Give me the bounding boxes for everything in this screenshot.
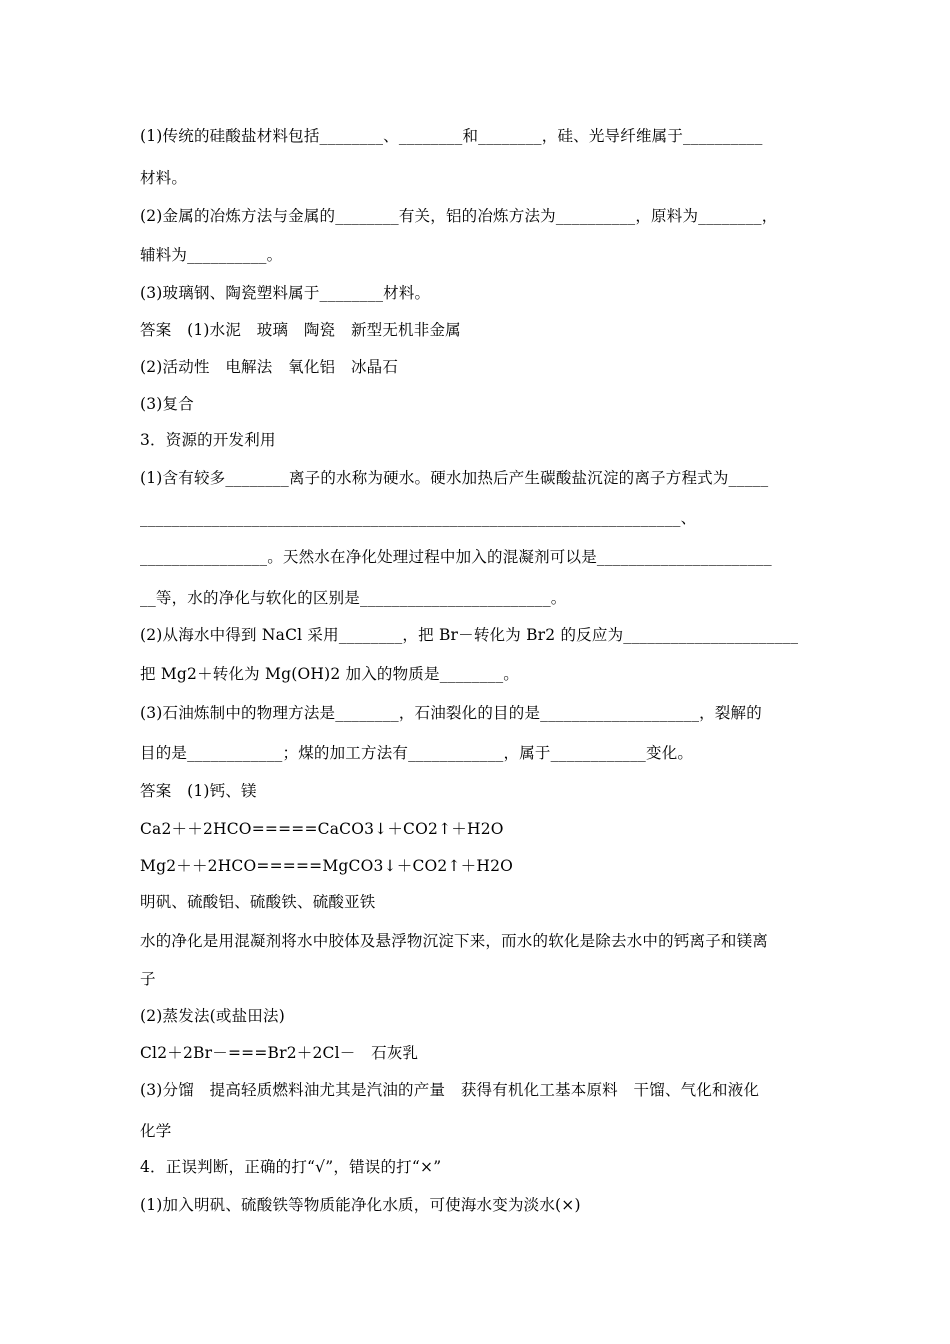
question-3-blanks-line: (3)玻璃钢、陶瓷塑料属于________材料。: [140, 284, 431, 302]
resource-question-3-line-1: (3)石油炼制中的物理方法是________，石油裂化的目的是____________________，裂解的: [140, 704, 762, 722]
resource-question-2-line-2: 把 Mg2＋转化为 Mg(OH)2 加入的物质是________。: [140, 665, 520, 683]
resource-question-1-line-1: (1)含有较多________离子的水称为硬水。硬水加热后产生碳酸盐沉淀的离子方程式为_____: [140, 469, 769, 487]
resource-question-1-line-4: __等，水的净化与软化的区别是________________________。: [140, 589, 567, 607]
coagulant-list: 明矾、硫酸铝、硫酸铁、硫酸亚铁: [140, 893, 376, 911]
question-1-blanks-line-1: (1)传统的硅酸盐材料包括________、________和________，硅、光导纤维属于__________: [140, 127, 763, 145]
resource-question-3-line-2: 目的是____________；煤的加工方法有____________，属于____________变化。: [140, 744, 694, 762]
answer-3-line: (3)复合: [140, 395, 194, 413]
question-2-blanks-line-1: (2)金属的冶炼方法与金属的________有关，铝的冶炼方法为__________，原料为________，: [140, 207, 778, 225]
equation-calcium: Ca2＋＋2HCO=====CaCO3↓＋CO2↑＋H2O: [140, 820, 504, 838]
equation-magnesium: Mg2＋＋2HCO=====MgCO3↓＋CO2↑＋H2O: [140, 857, 514, 875]
resource-answer-heading: 答案 (1)钙、镁: [140, 782, 257, 800]
question-2-blanks-line-2: 辅料为__________。: [140, 246, 283, 264]
resource-question-1-line-3: ________________。天然水在净化处理过程中加入的混凝剂可以是______________________: [140, 548, 772, 566]
resource-answer-3-line-2: 化学: [140, 1122, 172, 1140]
answer-2-line: (2)活动性 电解法 氧化铝 冰晶石: [140, 358, 399, 376]
judgment-item-1: (1)加入明矾、硫酸铁等物质能净化水质，可使海水变为淡水(×): [140, 1196, 581, 1214]
resource-answer-3-line-1: (3)分馏 提高轻质燃料油尤其是汽油的产量 获得有机化工基本原料 干馏、气化和液化: [140, 1081, 760, 1099]
section-4-heading: 4．正误判断，正确的打“√”，错误的打“×”: [140, 1158, 442, 1176]
purification-softening-difference-line-2: 子: [140, 970, 156, 988]
resource-question-2-line-1: (2)从海水中得到 NaCl 采用________，把 Br－转化为 Br2 的反应为______________________: [140, 626, 799, 644]
resource-answer-2-line-2: Cl2＋2Br－===Br2＋2Cl－ 石灰乳: [140, 1044, 419, 1062]
question-1-blanks-line-2: 材料。: [140, 169, 188, 187]
resource-question-1-line-2: ____________________________________________________________________、: [140, 509, 697, 527]
resource-answer-2-line-1: (2)蒸发法(或盐田法): [140, 1007, 285, 1025]
answer-1-line: 答案 (1)水泥 玻璃 陶瓷 新型无机非金属: [140, 321, 461, 339]
section-3-heading: 3．资源的开发利用: [140, 431, 276, 449]
purification-softening-difference-line-1: 水的净化是用混凝剂将水中胶体及悬浮物沉淀下来，而水的软化是除去水中的钙离子和镁离: [140, 932, 769, 950]
